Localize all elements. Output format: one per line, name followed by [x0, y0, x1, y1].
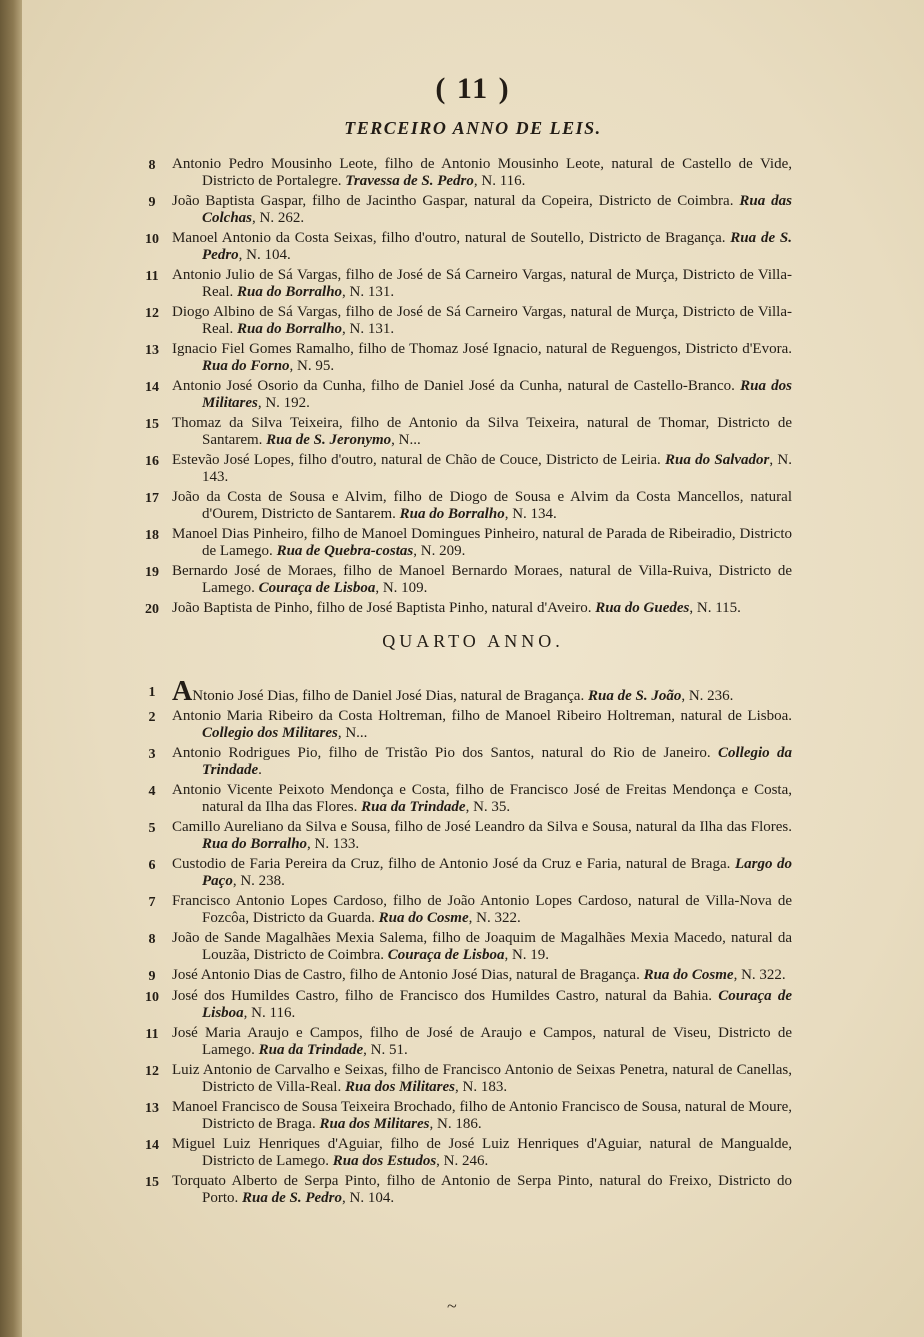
entry-address: Couraça de Lisboa [258, 580, 376, 596]
entry-address: Rua das Colchas [202, 193, 793, 226]
entry-description: Luiz Antonio de Carvalho e Seixas, filho de Francisco Antonio de Seixas Penetra, natural de Canellas, Districto de Villa-Real. [172, 1062, 792, 1095]
entry-number: 7 [148, 895, 156, 910]
list-item [132, 378, 792, 412]
entry-description: João Baptista Gaspar, filho de Jacintho Gaspar, natural da Copeira, Districto de Coimbra. [172, 193, 734, 209]
entry-text [172, 415, 792, 449]
entry-number: 2 [148, 710, 156, 725]
entry-description: Antonio José Osorio da Cunha, filho de Daniel José da Cunha, natural de Castello-Branco. [172, 378, 735, 394]
entry-number: 15 [145, 417, 159, 432]
entry-text [172, 1173, 792, 1207]
entry-number: 1 [148, 685, 156, 700]
entry-address: Couraça de Lisboa [387, 947, 505, 963]
list-item [132, 1099, 792, 1133]
entry-address: Rua de Quebra-costas [276, 543, 414, 559]
entry-description: Miguel Luiz Henriques d'Aguiar, filho de José Luiz Henriques d'Aguiar, natural de Mangualde, Districto de Lamego. [172, 1136, 792, 1169]
entry-address: Rua dos Estudos [332, 1153, 437, 1169]
entry-address: Rua da Trindade [258, 1042, 364, 1058]
entry-address: Rua do Borralho [399, 506, 505, 522]
entry-text [172, 1099, 792, 1133]
entry-house-number: , N. 186. [429, 1116, 482, 1132]
entry-description: Antonio Maria Ribeiro da Costa Holtreman, filho de Manoel Ribeiro Holtreman, natural de Lisboa. [172, 708, 792, 724]
list-item [132, 745, 792, 779]
entry-description: José Antonio Dias de Castro, filho de Antonio José Dias, natural de Bragança. [172, 967, 640, 983]
entry-text [172, 930, 792, 964]
entry-address: Rua da Trindade [361, 799, 466, 815]
entry-house-number: , N. 246. [436, 1153, 489, 1169]
list-item [132, 1136, 792, 1170]
entry-description: Diogo Albino de Sá Vargas, filho de José de Sá Carneiro Vargas, natural de Murça, Districto de Villa-Real. [172, 304, 792, 337]
entry-house-number: , N. 116. [243, 1005, 296, 1021]
list-item [132, 676, 792, 707]
entry-number: 12 [145, 1064, 159, 1079]
entry-description: João da Costa de Sousa e Alvim, filho de Diogo de Sousa e Alvim da Costa Mancellos, natural d'Ourem, Districto de Santarem. [172, 489, 792, 522]
entry-address: Rua dos Militares [202, 378, 792, 411]
entry-house-number: , N. 35. [465, 799, 511, 815]
list-item [132, 341, 792, 375]
entry-text [172, 893, 792, 927]
entry-text [172, 526, 792, 560]
entry-house-number: , N... [337, 725, 368, 741]
entry-text [172, 1062, 792, 1096]
entry-description: Antonio Rodrigues Pio, filho de Tristão Pio dos Santos, natural do Rio de Janeiro. [172, 745, 711, 761]
entry-text [172, 304, 792, 338]
entry-house-number: , N... [391, 432, 421, 448]
entry-description: Francisco Antonio Lopes Cardoso, filho de João Antonio Lopes Cardoso, natural de Villa-Nova de Fozcôa, Districto da Guarda. [172, 893, 792, 926]
entry-address: Rua de S. Jeronymo [266, 432, 392, 448]
entry-text [172, 856, 792, 890]
entry-number: 18 [145, 528, 159, 543]
list-item [132, 988, 792, 1022]
list-item [132, 893, 792, 927]
entry-text [172, 489, 792, 523]
entry-number: 11 [145, 269, 159, 284]
entry-text [172, 563, 792, 597]
entry-number: 12 [145, 306, 159, 321]
entry-house-number: , N. 51. [363, 1042, 408, 1058]
list-item [132, 1025, 792, 1059]
entry-description: Antonio Pedro Mousinho Leote, filho de Antonio Mousinho Leote, natural de Castello de Vide, Districto de Portalegre. [172, 156, 792, 189]
entry-house-number: , N. 133. [307, 836, 360, 852]
entry-text [172, 819, 792, 853]
list-item [132, 1173, 792, 1207]
list-item [132, 304, 792, 338]
list-item [132, 230, 792, 264]
footer-ornament: ~ [447, 1296, 457, 1316]
entry-address: Rua de S. João [587, 688, 682, 704]
list-item [132, 452, 792, 486]
list-item [132, 563, 792, 597]
entry-address: Rua do Cosme [378, 910, 469, 926]
page-number: ( 11 ) [435, 72, 511, 105]
section-title-quarto-anno: QUARTO ANNO. [382, 631, 564, 651]
entry-house-number: , N. 262. [252, 210, 305, 226]
entry-text [172, 988, 792, 1022]
entry-description: Ntonio José Dias, filho de Daniel José Dias, natural de Bragança. [192, 688, 585, 704]
entry-number: 4 [148, 784, 156, 799]
list-item [132, 489, 792, 523]
entry-house-number: , N. 209. [413, 543, 466, 559]
entry-number: 10 [145, 232, 159, 247]
entry-text [172, 267, 792, 301]
entry-description: José dos Humildes Castro, filho de Francisco dos Humildes Castro, natural da Bahia. [172, 988, 713, 1004]
entry-house-number: , N. 104. [238, 247, 291, 263]
entry-address: Rua do Forno [202, 358, 290, 374]
entry-house-number: , N. 131. [342, 321, 395, 337]
entry-number: 5 [148, 821, 156, 836]
entry-number: 15 [145, 1175, 159, 1190]
entry-description: Antonio Julio de Sá Vargas, filho de José de Sá Carneiro Vargas, natural de Murça, Districto de Villa-Real. [172, 267, 792, 300]
entry-description: Custodio de Faria Pereira da Cruz, filho de Antonio José da Cruz e Faria, natural de Braga. [172, 856, 731, 872]
entry-number: 14 [145, 1138, 159, 1153]
entry-text [172, 230, 792, 264]
entry-address: Rua do Guedes [595, 600, 690, 616]
entry-number: 6 [148, 858, 156, 873]
entry-house-number: , N. 104. [342, 1190, 395, 1206]
entry-address: Rua de S. Pedro [242, 1190, 343, 1206]
entry-house-number: , N. 322. [468, 910, 521, 926]
list-item [132, 930, 792, 964]
entry-description: Torquato Alberto de Serpa Pinto, filho de Antonio de Serpa Pinto, natural do Freixo, Districto do Porto. [172, 1173, 792, 1206]
list-item [132, 782, 792, 816]
entry-house-number: , N. 143. [202, 452, 793, 485]
list-item [132, 600, 792, 618]
entry-address: Collegio da Trindade [202, 745, 793, 778]
entry-number: 9 [148, 969, 156, 984]
entry-number: 14 [145, 380, 159, 395]
entry-text [172, 600, 792, 617]
entry-number: 8 [148, 932, 156, 947]
entry-description: João Baptista de Pinho, filho de José Baptista Pinho, natural d'Aveiro. [172, 600, 592, 616]
entry-house-number: , N. 109. [375, 580, 428, 596]
entry-description: Camillo Aureliano da Silva e Sousa, filho de José Leandro da Silva e Sousa, natural da Ilha das Flores. [172, 819, 792, 835]
entry-address: Collegio dos Militares [202, 725, 338, 741]
entry-number: 8 [148, 158, 156, 173]
entry-text [172, 452, 792, 486]
list-item [132, 156, 792, 190]
entry-house-number: . [258, 762, 262, 778]
entry-house-number: , N. 192. [257, 395, 310, 411]
entry-text [172, 967, 792, 984]
entry-address: Rua do Borralho [237, 284, 343, 300]
entry-house-number: , N. 322. [733, 967, 786, 983]
entry-text [172, 341, 792, 375]
entry-house-number: , N. 95. [289, 358, 335, 374]
entry-number: 19 [145, 565, 159, 580]
entry-house-number: , N. 236. [681, 688, 734, 704]
entry-address: Rua do Borralho [237, 321, 343, 337]
entry-text [172, 708, 792, 742]
entry-text [172, 193, 792, 227]
entry-text [172, 156, 792, 190]
entry-description: Manoel Francisco de Sousa Teixeira Brochado, filho de Antonio Francisco de Sousa, natural de Moure, Districto de Braga. [172, 1099, 792, 1132]
list-item [132, 967, 792, 985]
entry-address: Couraça de Lisboa [202, 988, 793, 1021]
entry-address: Rua do Cosme [643, 967, 734, 983]
quarto-anno-list [132, 676, 793, 1210]
list-item [132, 193, 792, 227]
entry-description: Antonio Vicente Peixoto Mendonça e Costa, filho de Francisco José de Freitas Mendonça e Costa, natural da Ilha das Flores. [172, 782, 792, 815]
section-title-terceiro-anno: TERCEIRO ANNO DE LEIS. [344, 118, 602, 138]
entry-address: Rua do Borralho [202, 836, 308, 852]
list-item [132, 1062, 792, 1096]
entry-house-number: , N. 238. [232, 873, 285, 889]
book-page [22, 0, 924, 1337]
drop-cap: A [172, 676, 193, 707]
entry-text [172, 676, 792, 707]
entry-text [172, 1136, 792, 1170]
entry-address: Rua do Salvador [665, 452, 770, 468]
entry-address: Rua dos Militares [344, 1079, 455, 1095]
entry-address: Rua de S. Pedro [202, 230, 792, 263]
entry-number: 17 [145, 491, 159, 506]
entry-description: Bernardo José de Moraes, filho de Manoel Bernardo Moraes, natural de Villa-Ruiva, Districto de Lamego. [172, 563, 792, 596]
entry-text [172, 745, 792, 779]
entry-description: Estevão José Lopes, filho d'outro, natural de Chão de Couce, Districto de Leiria. [172, 452, 661, 468]
entry-number: 13 [145, 1101, 159, 1116]
entry-house-number: , N. 134. [504, 506, 557, 522]
entry-description: Manoel Antonio da Costa Seixas, filho d'outro, natural de Soutello, Districto de Bragança. [172, 230, 726, 246]
entry-number: 13 [145, 343, 159, 358]
entry-description: José Maria Araujo e Campos, filho de José de Araujo e Campos, natural de Viseu, Districto de Lamego. [172, 1025, 792, 1058]
list-item [132, 267, 792, 301]
entry-number: 10 [145, 990, 159, 1005]
entry-description: Manoel Dias Pinheiro, filho de Manoel Domingues Pinheiro, natural de Parada de Ribeiradio, Districto de Lamego. [172, 526, 792, 559]
entry-description: Thomaz da Silva Teixeira, filho de Antonio da Silva Teixeira, natural de Thomar, Districto de Santarem. [172, 415, 792, 448]
entry-description: João de Sande Magalhães Mexia Salema, filho de Joaquim de Magalhães Mexia Macedo, natural da Louzãa, Districto de Coimbra. [172, 930, 792, 963]
entry-text [172, 782, 792, 816]
entry-address: Rua dos Militares [319, 1116, 430, 1132]
entry-number: 20 [145, 602, 159, 617]
entry-house-number: , N. 131. [342, 284, 395, 300]
entry-text [172, 378, 792, 412]
entry-house-number: , N. 116. [473, 173, 526, 189]
entry-address: Largo do Paço [202, 856, 793, 889]
entry-description: Ignacio Fiel Gomes Ramalho, filho de Thomaz José Ignacio, natural de Reguengos, Districto d'Evora. [172, 341, 792, 357]
list-item [132, 856, 792, 890]
entry-house-number: , N. 183. [455, 1079, 508, 1095]
entry-house-number: , N. 115. [689, 600, 741, 616]
entry-house-number: , N. 19. [504, 947, 550, 963]
entry-number: 16 [145, 454, 159, 469]
entry-number: 11 [145, 1027, 159, 1042]
entry-text [172, 1025, 792, 1059]
entry-number: 3 [148, 747, 156, 762]
book-binding [0, 0, 22, 1337]
terceiro-anno-list [132, 156, 792, 621]
list-item [132, 708, 792, 742]
list-item [132, 415, 792, 449]
entry-number: 9 [148, 195, 156, 210]
list-item [132, 819, 792, 853]
list-item [132, 526, 792, 560]
entry-address: Travessa de S. Pedro [345, 173, 474, 189]
